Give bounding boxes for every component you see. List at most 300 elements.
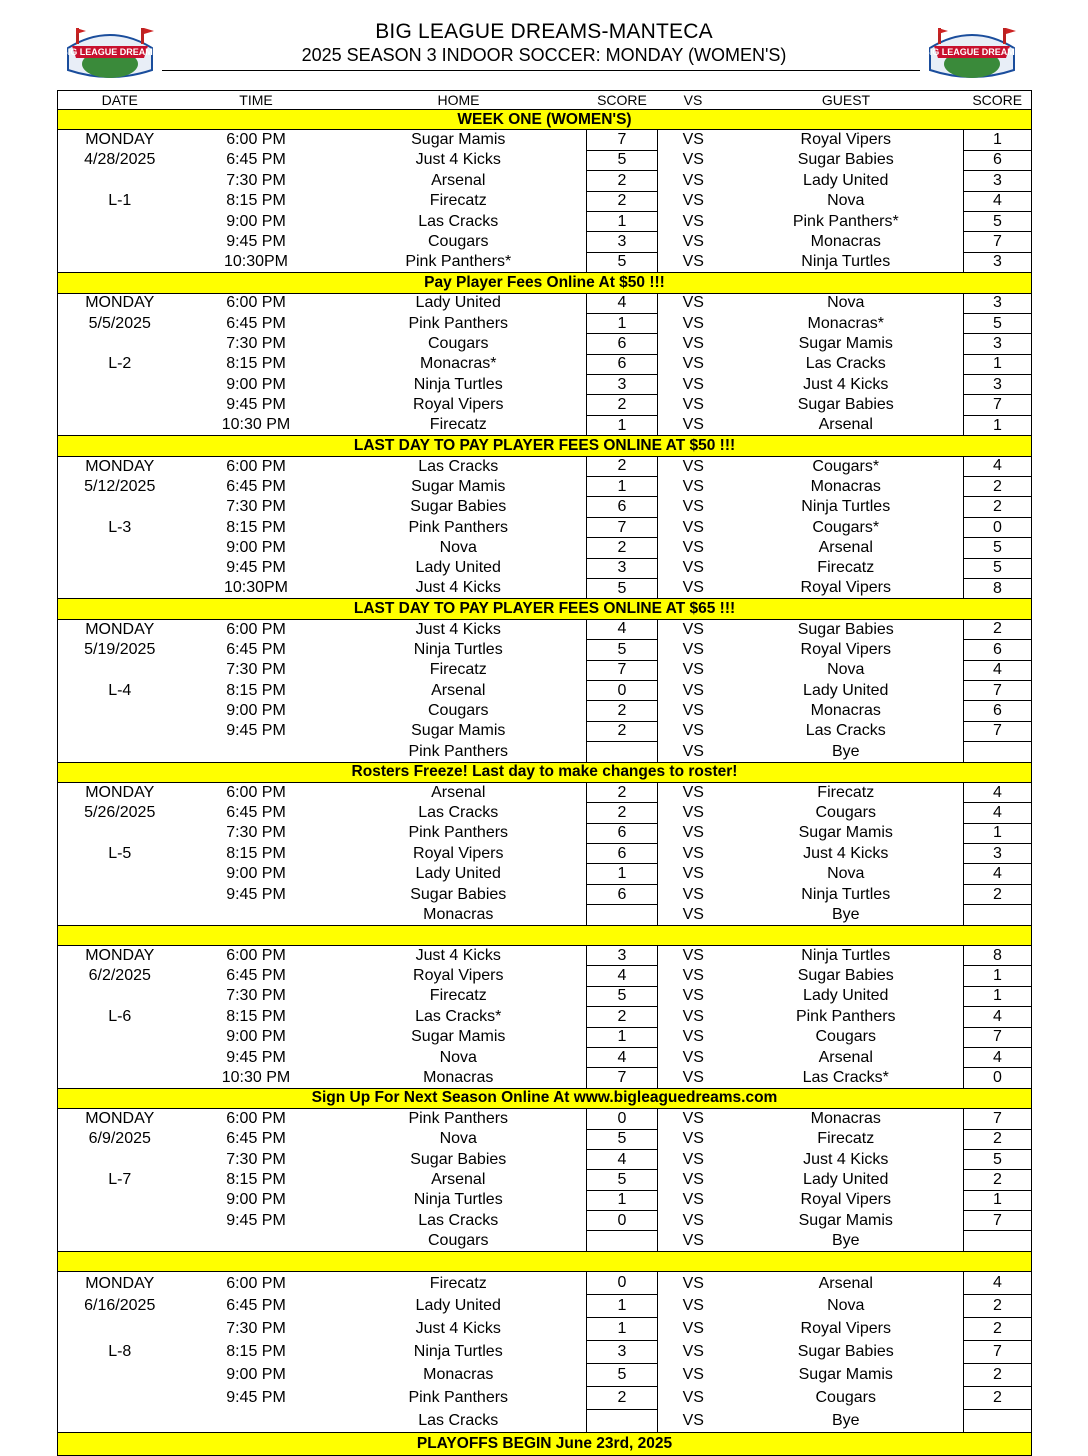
game-time: 6:00 PM <box>226 620 286 638</box>
game-time: 9:45 PM <box>226 722 286 740</box>
game-time: 9:45 PM <box>226 396 286 414</box>
table-row <box>58 497 1032 517</box>
big-league-dreams-logo <box>920 18 1024 84</box>
home-score: 2 <box>587 456 658 476</box>
table-row <box>58 701 1032 721</box>
game-date <box>58 864 182 884</box>
guest-team: Just 4 Kicks <box>803 844 889 862</box>
home-team: Firecatz <box>429 987 487 1005</box>
guest-score: 2 <box>964 1318 1032 1341</box>
vs-label: VS <box>682 294 704 312</box>
guest-team: Nova <box>827 1297 865 1315</box>
home-team: Just 4 Kicks <box>415 1320 501 1338</box>
guest-score: 5 <box>964 211 1032 231</box>
home-team: Sugar Mamis <box>411 477 506 495</box>
week-banner: LAST DAY TO PAY PLAYER FEES ONLINE AT $50 !!! <box>58 436 1032 456</box>
game-date: L-8 <box>108 1343 132 1361</box>
vs-label: VS <box>682 1068 704 1086</box>
table-row <box>58 721 1032 741</box>
table-row <box>58 171 1032 191</box>
home-team: Lady United <box>415 559 501 577</box>
page-subtitle: 2025 SEASON 3 INDOOR SOCCER: MONDAY (WOMEN'S) <box>301 45 787 65</box>
home-team: Las Cracks <box>418 457 499 475</box>
home-score: 6 <box>587 823 658 843</box>
home-score: 5 <box>587 1129 658 1149</box>
game-date <box>58 232 182 252</box>
week-banner <box>58 1251 1032 1271</box>
home-team: Royal Vipers <box>413 396 504 414</box>
table-row <box>58 1007 1032 1027</box>
guest-team: Arsenal <box>818 416 873 434</box>
game-date <box>58 660 182 680</box>
game-date <box>58 701 182 721</box>
game-date <box>58 334 182 354</box>
game-time: 6:00 PM <box>226 457 286 475</box>
guest-score: 1 <box>964 966 1032 986</box>
game-time: 6:00 PM <box>226 1274 286 1292</box>
home-score: 2 <box>587 701 658 721</box>
home-team: Arsenal <box>431 783 486 801</box>
week-banner: WEEK ONE (WOMEN'S) <box>58 110 1032 130</box>
home-score: 7 <box>587 1068 658 1088</box>
game-time: 9:45 PM <box>226 1389 286 1407</box>
home-score: 7 <box>587 517 658 537</box>
home-team: Ninja Turtles <box>413 640 503 658</box>
header-divider <box>162 70 920 71</box>
vs-label: VS <box>682 171 704 189</box>
home-team: Pink Panthers <box>408 824 509 842</box>
game-date: MONDAY <box>85 294 155 312</box>
guest-team: Nova <box>827 865 865 883</box>
home-team: Firecatz <box>429 661 487 679</box>
column-header-home-score: SCORE <box>587 91 658 110</box>
table-row <box>58 477 1032 497</box>
guest-team: Ninja Turtles <box>801 885 891 903</box>
game-date <box>58 1068 182 1088</box>
table-row <box>58 1190 1032 1210</box>
game-time: 9:00 PM <box>226 1191 286 1209</box>
guest-score: 4 <box>964 456 1032 476</box>
home-score: 2 <box>587 803 658 823</box>
home-score: 2 <box>587 395 658 415</box>
game-date <box>58 1410 182 1433</box>
home-team: Monacras <box>423 1366 494 1384</box>
game-time <box>182 742 331 762</box>
table-row <box>58 660 1032 680</box>
vs-label: VS <box>682 1343 704 1361</box>
guest-team: Sugar Mamis <box>798 1211 893 1229</box>
vs-label: VS <box>682 1171 704 1188</box>
game-date: L-1 <box>108 192 132 210</box>
vs-label: VS <box>682 477 704 495</box>
table-row <box>58 946 1032 966</box>
home-team: Firecatz <box>429 1274 487 1292</box>
vs-label: VS <box>682 396 704 414</box>
game-time: 8:15 PM <box>226 844 286 862</box>
week-banner-row <box>58 436 1032 456</box>
home-team: Sugar Mamis <box>411 1028 506 1046</box>
home-team: Just 4 Kicks <box>415 151 501 169</box>
vs-label: VS <box>682 1028 704 1046</box>
home-score: 4 <box>587 619 658 639</box>
guest-team: Royal Vipers <box>800 1191 891 1209</box>
home-team: Monacras <box>423 1068 494 1086</box>
home-score: 6 <box>587 884 658 904</box>
guest-score: 1 <box>964 823 1032 843</box>
vs-label: VS <box>682 620 704 638</box>
guest-score: 3 <box>964 171 1032 191</box>
game-date: MONDAY <box>85 457 155 475</box>
game-time: 7:30 PM <box>226 334 286 352</box>
guest-team: Arsenal <box>818 1274 873 1292</box>
home-score: 1 <box>587 313 658 333</box>
table-row <box>58 1341 1032 1364</box>
vs-label: VS <box>682 498 704 516</box>
guest-team: Firecatz <box>817 559 875 577</box>
game-date: MONDAY <box>85 620 155 638</box>
game-time: 9:45 PM <box>226 885 286 903</box>
home-score <box>587 905 658 925</box>
game-date <box>58 171 182 191</box>
game-date <box>58 823 182 843</box>
column-header-date: DATE <box>58 91 182 110</box>
game-date <box>58 538 182 558</box>
guest-score: 4 <box>964 864 1032 884</box>
home-score: 2 <box>587 1387 658 1410</box>
table-row <box>58 1129 1032 1149</box>
guest-score: 7 <box>964 1211 1032 1231</box>
home-team: Arsenal <box>431 171 486 189</box>
week-banner: Pay Player Fees Online At $50 !!! <box>58 273 1032 293</box>
home-score: 5 <box>587 150 658 170</box>
home-score: 6 <box>587 497 658 517</box>
game-time: 9:45 PM <box>226 1211 286 1229</box>
home-score: 5 <box>587 1170 658 1190</box>
guest-team: Cougars* <box>812 457 880 475</box>
column-header-home: HOME <box>331 91 587 110</box>
column-header-time: TIME <box>182 91 331 110</box>
guest-score: 4 <box>964 1047 1032 1067</box>
schedule-table <box>57 90 1031 1456</box>
home-score: 1 <box>587 415 658 435</box>
table-row <box>58 313 1032 333</box>
home-team: Monacras <box>423 905 494 923</box>
home-score: 1 <box>587 1027 658 1047</box>
guest-score: 7 <box>964 1027 1032 1047</box>
home-team: Firecatz <box>429 416 487 434</box>
home-team: Firecatz <box>429 192 487 210</box>
guest-score: 2 <box>964 1364 1032 1387</box>
table-row <box>58 211 1032 231</box>
guest-score <box>964 905 1032 925</box>
game-date <box>58 1047 182 1067</box>
home-score: 4 <box>587 1047 658 1067</box>
guest-score: 2 <box>964 619 1032 639</box>
guest-team: Bye <box>831 1412 860 1430</box>
game-date <box>58 721 182 741</box>
home-team: Nova <box>439 538 477 556</box>
home-team: Royal Vipers <box>413 967 504 985</box>
week-banner-row <box>58 273 1032 293</box>
game-date <box>58 558 182 578</box>
home-team: Cougars <box>428 334 489 352</box>
guest-score: 8 <box>964 946 1032 966</box>
guest-team: Pink Panthers <box>795 1007 896 1025</box>
guest-score: 1 <box>964 986 1032 1006</box>
guest-score: 3 <box>964 334 1032 354</box>
vs-label: VS <box>682 1297 704 1315</box>
game-time: 10:30PM <box>223 253 289 271</box>
home-score: 1 <box>587 1295 658 1318</box>
vs-label: VS <box>682 192 704 210</box>
game-date: 5/12/2025 <box>84 477 156 495</box>
guest-score: 1 <box>964 415 1032 435</box>
game-date <box>58 1387 182 1410</box>
game-time: 9:45 PM <box>226 233 286 251</box>
home-score: 2 <box>587 538 658 558</box>
vs-label: VS <box>682 212 704 230</box>
vs-label: VS <box>682 253 704 271</box>
game-date <box>58 252 182 272</box>
game-date: 5/5/2025 <box>88 314 151 332</box>
guest-team: Royal Vipers <box>800 1320 891 1338</box>
table-row <box>58 966 1032 986</box>
game-date: L-4 <box>108 681 132 699</box>
game-date: MONDAY <box>85 131 155 149</box>
game-time: 8:15 PM <box>226 1343 286 1361</box>
vs-label: VS <box>682 233 704 251</box>
table-row <box>58 1387 1032 1410</box>
vs-label: VS <box>682 783 704 801</box>
home-score <box>587 742 658 762</box>
table-row <box>58 232 1032 252</box>
guest-team: Lady United <box>803 171 889 189</box>
guest-team: Sugar Mamis <box>798 334 893 352</box>
guest-score: 1 <box>964 130 1032 150</box>
game-date <box>58 211 182 231</box>
game-date <box>58 1027 182 1047</box>
table-row <box>58 1231 1032 1251</box>
guest-score: 5 <box>964 313 1032 333</box>
home-team: Pink Panthers <box>408 742 509 760</box>
table-row <box>58 517 1032 537</box>
guest-team: Cougars <box>815 1389 876 1407</box>
guest-team: Bye <box>831 742 860 760</box>
game-date: 5/19/2025 <box>84 640 156 658</box>
game-time: 8:15 PM <box>226 192 286 210</box>
week-banner-row <box>58 599 1032 619</box>
vs-label: VS <box>682 946 704 964</box>
game-time: 9:00 PM <box>226 212 286 230</box>
week-banner-row <box>58 110 1032 130</box>
guest-team: Bye <box>831 905 860 923</box>
home-team: Pink Panthers <box>408 314 509 332</box>
home-score: 3 <box>587 375 658 395</box>
game-time: 10:30PM <box>223 579 289 597</box>
table-row <box>58 823 1032 843</box>
guest-team: Monacras* <box>807 314 884 332</box>
game-date: 6/2/2025 <box>88 967 151 985</box>
home-score: 2 <box>587 721 658 741</box>
game-time: 6:45 PM <box>226 967 286 985</box>
guest-score: 2 <box>964 884 1032 904</box>
home-team: Pink Panthers* <box>405 253 512 271</box>
home-team: Sugar Babies <box>410 1150 507 1168</box>
home-score: 4 <box>587 1149 658 1169</box>
game-date <box>58 884 182 904</box>
guest-score: 5 <box>964 1149 1032 1169</box>
game-time: 9:00 PM <box>226 1366 286 1384</box>
table-row <box>58 680 1032 700</box>
home-score: 2 <box>587 171 658 191</box>
game-time: 9:45 PM <box>226 1048 286 1066</box>
home-team: Sugar Mamis <box>411 131 506 149</box>
table-row <box>58 782 1032 802</box>
table-row <box>58 375 1032 395</box>
vs-label: VS <box>682 334 704 352</box>
guest-score: 2 <box>964 477 1032 497</box>
guest-team: Lady United <box>803 681 889 699</box>
vs-label: VS <box>682 987 704 1005</box>
home-team: Royal Vipers <box>413 844 504 862</box>
vs-label: VS <box>682 416 704 434</box>
game-time: 8:15 PM <box>226 681 286 699</box>
vs-label: VS <box>682 1231 704 1249</box>
home-team: Lady United <box>415 294 501 312</box>
game-date: 6/9/2025 <box>88 1130 151 1148</box>
game-date <box>58 986 182 1006</box>
table-row <box>58 1211 1032 1231</box>
home-team: Lady United <box>415 865 501 883</box>
home-team: Las Cracks <box>418 1211 499 1229</box>
guest-team: Arsenal <box>818 538 873 556</box>
game-time: 7:30 PM <box>226 498 286 516</box>
table-row <box>58 619 1032 639</box>
game-time: 10:30 PM <box>221 1068 291 1086</box>
home-score: 1 <box>587 211 658 231</box>
guest-team: Ninja Turtles <box>801 253 891 271</box>
table-row <box>58 130 1032 150</box>
game-date <box>58 1318 182 1341</box>
week-banner-row <box>58 1088 1032 1108</box>
vs-label: VS <box>682 967 704 985</box>
guest-team: Firecatz <box>817 1130 875 1148</box>
home-score: 4 <box>587 293 658 313</box>
guest-score: 8 <box>964 578 1032 598</box>
vs-label: VS <box>682 355 704 373</box>
guest-score: 3 <box>964 844 1032 864</box>
home-team: Just 4 Kicks <box>415 946 501 964</box>
home-score: 6 <box>587 844 658 864</box>
table-row <box>58 1027 1032 1047</box>
vs-label: VS <box>682 1274 704 1292</box>
table-row <box>58 1047 1032 1067</box>
game-time: 7:30 PM <box>226 661 286 679</box>
guest-team: Just 4 Kicks <box>803 375 889 393</box>
table-row <box>58 354 1032 374</box>
week-banner <box>58 925 1032 945</box>
table-row <box>58 1068 1032 1088</box>
svg-text:BIG LEAGUE DREAMS: BIG LEAGUE DREAMS <box>923 47 1021 57</box>
game-date <box>58 578 182 598</box>
game-time: 7:30 PM <box>226 171 286 189</box>
page-title: BIG LEAGUE DREAMS-MANTECA <box>375 20 713 43</box>
table-row <box>58 1410 1032 1433</box>
vs-label: VS <box>682 865 704 883</box>
guest-team: Ninja Turtles <box>801 946 891 964</box>
game-time <box>182 1410 331 1433</box>
table-row <box>58 252 1032 272</box>
home-score <box>587 1231 658 1251</box>
vs-label: VS <box>682 1320 704 1338</box>
home-score: 1 <box>587 1190 658 1210</box>
game-time: 9:00 PM <box>226 375 286 393</box>
game-time: 6:45 PM <box>226 477 286 495</box>
guest-team: Sugar Babies <box>797 1343 894 1361</box>
table-row <box>58 1318 1032 1341</box>
game-date: L-5 <box>108 844 132 862</box>
game-date <box>58 1149 182 1169</box>
guest-score: 1 <box>964 1190 1032 1210</box>
game-date <box>58 905 182 925</box>
vs-label: VS <box>682 457 704 475</box>
game-date: L-2 <box>108 355 132 373</box>
guest-team: Lady United <box>803 987 889 1005</box>
home-score: 7 <box>587 660 658 680</box>
vs-label: VS <box>682 559 704 577</box>
playoffs-banner: PLAYOFFS BEGIN June 23rd, 2025 <box>58 1433 1032 1456</box>
week-banner: Rosters Freeze! Last day to make changes to roster! <box>58 762 1032 782</box>
guest-team: Monacras <box>810 477 881 495</box>
home-score: 0 <box>587 680 658 700</box>
game-time: 6:45 PM <box>226 1130 286 1148</box>
schedule-body <box>58 110 1032 1456</box>
home-team: Just 4 Kicks <box>415 620 501 638</box>
guest-score: 7 <box>964 232 1032 252</box>
game-time: 6:45 PM <box>226 151 286 169</box>
game-time: 7:30 PM <box>226 824 286 842</box>
guest-team: Lady United <box>803 1171 889 1188</box>
game-time: 7:30 PM <box>226 1150 286 1168</box>
guest-score: 4 <box>964 660 1032 680</box>
guest-score: 4 <box>964 803 1032 823</box>
game-time: 6:45 PM <box>226 314 286 332</box>
game-time: 9:45 PM <box>226 559 286 577</box>
home-team: Ninja Turtles <box>413 1343 503 1361</box>
table-row <box>58 864 1032 884</box>
home-score: 6 <box>587 354 658 374</box>
home-score: 0 <box>587 1109 658 1129</box>
week-banner-row <box>58 925 1032 945</box>
home-team: Ninja Turtles <box>413 375 503 393</box>
vs-label: VS <box>682 702 704 720</box>
guest-score <box>964 1231 1032 1251</box>
guest-team: Cougars <box>815 803 876 821</box>
vs-label: VS <box>682 1366 704 1384</box>
table-row <box>58 884 1032 904</box>
guest-team: Monacras <box>810 702 881 720</box>
guest-score: 7 <box>964 1341 1032 1364</box>
home-team: Las Cracks <box>418 212 499 230</box>
home-score: 4 <box>587 966 658 986</box>
home-score: 1 <box>587 477 658 497</box>
guest-team: Nova <box>827 192 865 210</box>
guest-score: 7 <box>964 395 1032 415</box>
game-time: 8:15 PM <box>226 355 286 373</box>
home-team: Cougars <box>428 1231 489 1249</box>
game-date <box>58 497 182 517</box>
home-score: 5 <box>587 1364 658 1387</box>
